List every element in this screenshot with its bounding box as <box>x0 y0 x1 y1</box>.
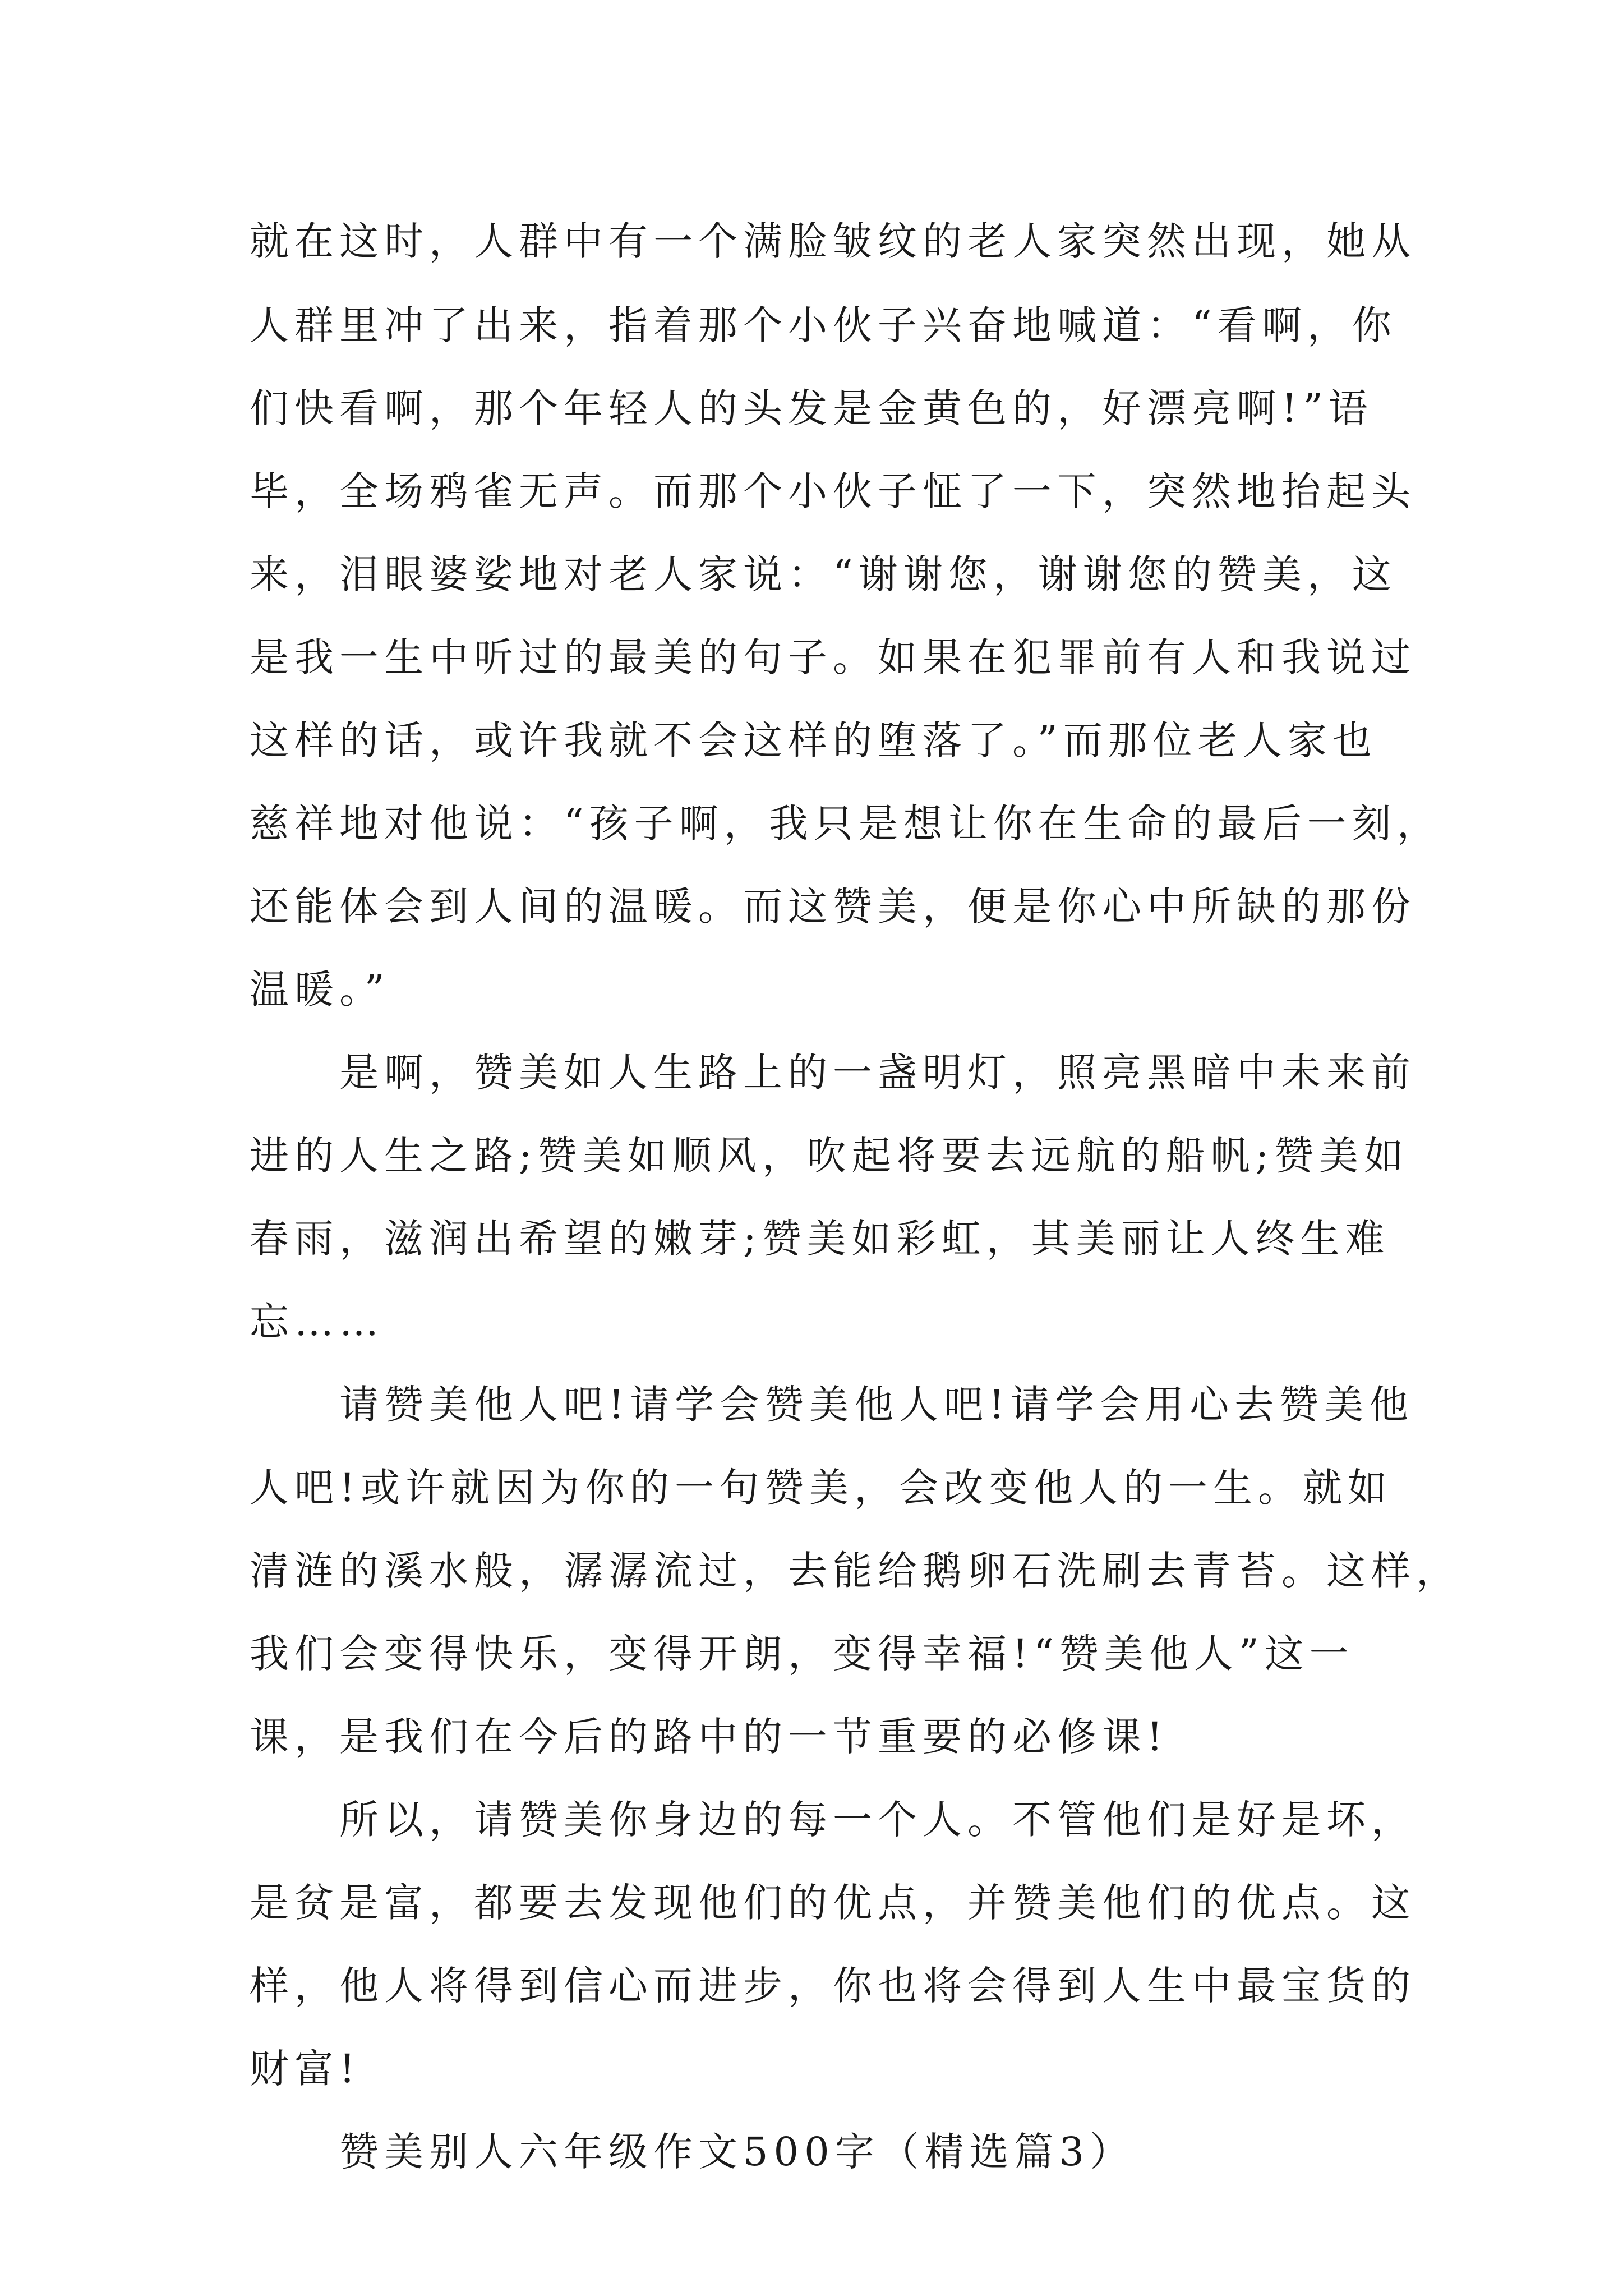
text-line: 来，泪眼婆娑地对老人家说：“谢谢您，谢谢您的赞美，这 <box>250 551 1397 597</box>
text-line: 们快看啊，那个年轻人的头发是金黄色的，好漂亮啊!”语 <box>250 385 1373 431</box>
text-line: 温暖。” <box>250 967 390 1013</box>
text-line: 我们会变得快乐，变得开朗，变得幸福!“赞美他人”这一 <box>250 1631 1354 1677</box>
paragraph-first-line: 是啊，赞美如人生路上的一盏明灯，照亮黑暗中未来前 <box>339 1050 1416 1096</box>
text-line: 春雨，滋润出希望的嫩芽;赞美如彩虹，其美丽让人终生难 <box>250 1216 1390 1262</box>
text-line: 人吧!或许就因为你的一句赞美，会改变他人的一生。就如 <box>250 1465 1393 1511</box>
text-line: 就在这时，人群中有一个满脸皱纹的老人家突然出现，她从 <box>250 218 1416 264</box>
text-line: 样，他人将得到信心而进步，你也将会得到人生中最宝货的 <box>250 1963 1416 2009</box>
text-line: 忘…… <box>250 1299 384 1345</box>
paragraph-first-line: 请赞美他人吧!请学会赞美他人吧!请学会用心去赞美他 <box>339 1382 1414 1428</box>
text-line: 课，是我们在今后的路中的一节重要的必修课! <box>250 1714 1169 1760</box>
paragraph-first-line: 所以，请赞美你身边的每一个人。不管他们是好是坏， <box>339 1797 1416 1843</box>
text-line: 毕，全场鸦雀无声。而那个小伙子怔了一下，突然地抬起头 <box>250 468 1416 514</box>
text-line: 还能体会到人间的温暖。而这赞美，便是你心中所缺的那份 <box>250 884 1416 930</box>
text-line: 慈祥地对他说：“孩子啊，我只是想让你在生命的最后一刻， <box>250 800 1442 846</box>
text-line: 进的人生之路;赞美如顺风，吹起将要去远航的船帆;赞美如 <box>250 1133 1409 1179</box>
text-line: 是贫是富，都要去发现他们的优点，并赞美他们的优点。这 <box>250 1880 1416 1926</box>
section-heading: 赞美别人六年级作文500字（精选篇3） <box>339 2129 1135 2175</box>
text-line: 是我一生中听过的最美的句子。如果在犯罪前有人和我说过 <box>250 634 1416 680</box>
text-line: 人群里冲了出来，指着那个小伙子兴奋地喊道：“看啊，你 <box>250 302 1397 348</box>
text-line: 财富! <box>250 2046 361 2092</box>
text-line: 这样的话，或许我就不会这样的堕落了。”而那位老人家也 <box>250 717 1377 763</box>
text-line: 清涟的溪水般，潺潺流过，去能给鹅卵石洗刷去青苔。这样， <box>250 1548 1461 1594</box>
